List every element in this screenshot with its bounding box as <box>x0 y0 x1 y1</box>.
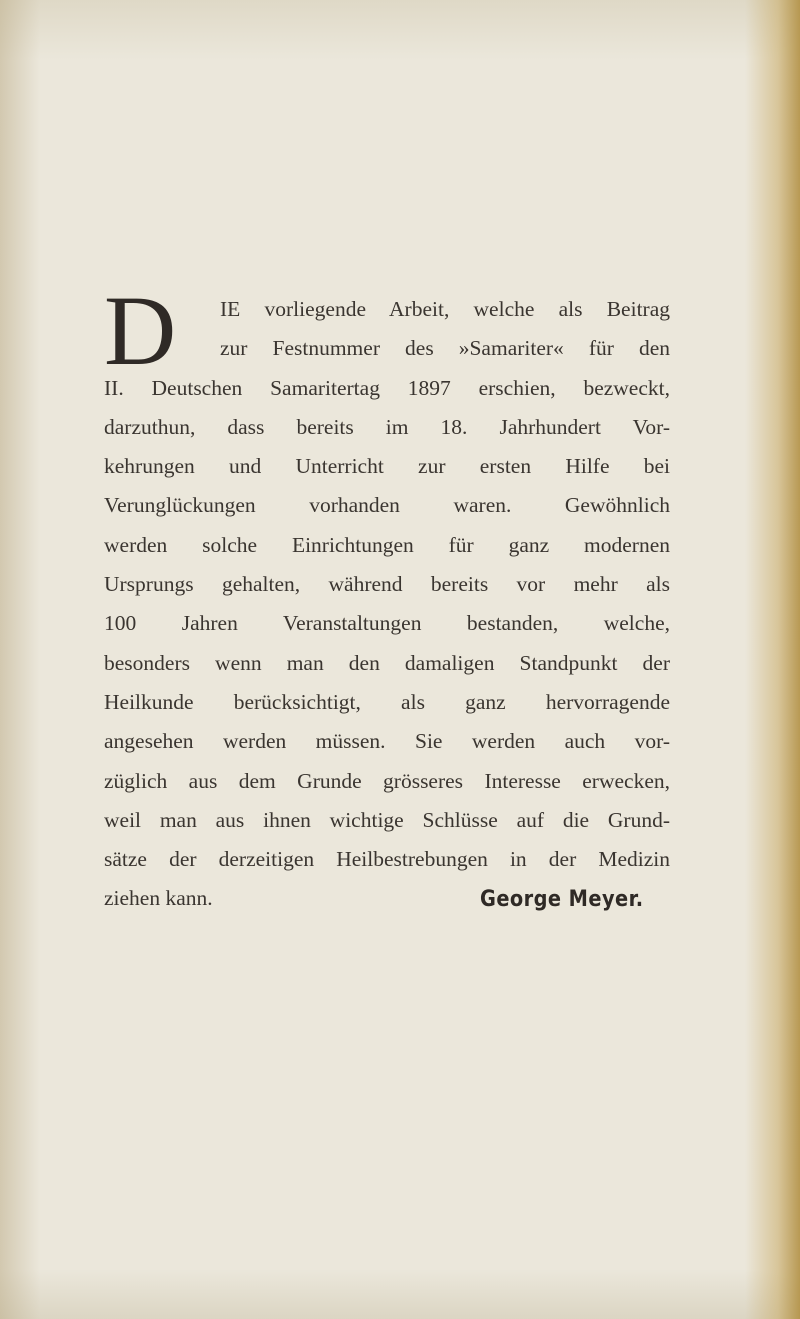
text-line-1: IE vorliegende Arbeit, welche als Beitrag <box>220 297 670 321</box>
text-line-6: Verunglückungen vorhanden waren. Gewöhnlich <box>104 493 670 518</box>
text-line-16: ziehen kann. <box>104 886 213 911</box>
text-line-7: werden solche Einrichtungen für ganz modernen <box>104 532 670 557</box>
text-line-14: weil man aus ihnen wichtige Schlüsse auf die Grund- <box>104 807 670 832</box>
text-line-3: II. Deutschen Samaritertag 1897 erschien, bezweckt, <box>104 375 670 400</box>
text-line-5: kehrungen und Unterricht zur ersten Hilfe bei <box>104 454 670 479</box>
text-line-9: 100 Jahren Veranstaltungen bestanden, welche, <box>104 611 670 636</box>
text-line-4: darzuthun, dass bereits im 18. Jahrhundert Vor- <box>104 414 670 439</box>
text-line-15: sätze der derzeitigen Heilbestrebungen in der Medizin <box>104 847 670 872</box>
drop-cap-initial: D <box>104 275 177 386</box>
text-line-10: besonders wenn man den damaligen Standpunkt der <box>104 650 670 675</box>
text-line-12: angesehen werden müssen. Sie werden auch vor- <box>104 729 670 754</box>
text-line-2: zur Festnummer des »Samariter« für den <box>220 336 670 361</box>
text-line-13: züglich aus dem Grunde grösseres Interesse erwecken, <box>104 768 670 793</box>
preface-paragraph <box>104 275 670 919</box>
text-line-8: Ursprungs gehalten, während bereits vor mehr als <box>104 572 670 597</box>
text-line-11: Heilkunde berücksichtigt, als ganz hervorragende <box>104 689 670 714</box>
author-signature: George Meyer. <box>480 887 644 912</box>
